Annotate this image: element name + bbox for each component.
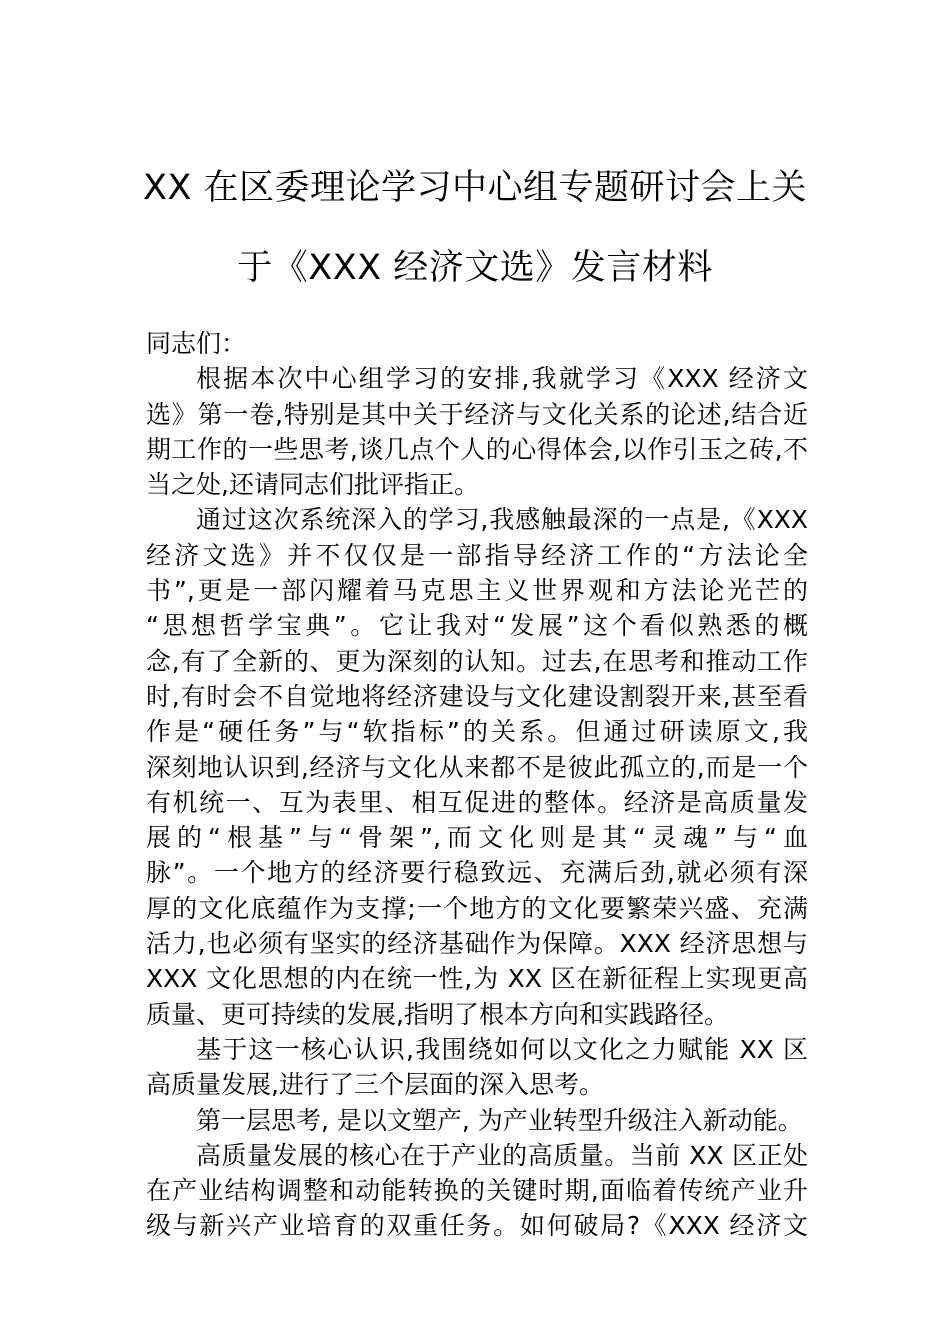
body-text-line: 深刻地认识到,经济与文化从来都不是彼此孤立的,而是一个 xyxy=(146,752,808,782)
body-text-line: 活力,也必须有坚实的经济基础作为保障。XXX 经济思想与 xyxy=(146,929,808,959)
body-text-line: 选》第一卷,特别是其中关于经济与文化关系的论述,结合近 xyxy=(146,399,808,429)
title-line-1: XX 在区委理论学习中心组专题研讨会上关 xyxy=(142,168,808,208)
body-text-line: 厚的文化底蕴作为支撑;一个地方的文化要繁荣兴盛、充满 xyxy=(146,893,808,923)
body-text-line: 念,有了全新的、更为深刻的认知。过去,在思考和推动工作 xyxy=(146,646,808,676)
body-text-line: 根据本次中心组学习的安排,我就学习《XXX 经济文 xyxy=(196,364,808,394)
body-text-line: 基于这一核心认识,我围绕如何以文化之力赋能 XX 区 xyxy=(196,1034,808,1064)
body-text-line: 当之处,还请同志们批评指正。 xyxy=(146,470,479,500)
body-text-line: 脉”。一个地方的经济要行稳致远、充满后劲,就必须有深 xyxy=(146,858,808,888)
body-text-line: “思想哲学宝典”。它让我对“发展”这个看似熟悉的概 xyxy=(146,611,808,641)
body-text-line: 高质量发展,进行了三个层面的深入思考。 xyxy=(146,1070,604,1100)
body-text-line: 级与新兴产业培育的双重任务。如何破局?《XXX 经济文 xyxy=(146,1211,808,1241)
body-text-line: 第一层思考, 是以文塑产, 为产业转型升级注入新动能。 xyxy=(196,1105,803,1135)
title-line-2: 于《XXX 经济文选》发言材料 xyxy=(237,248,713,288)
body-text-line: 有机统一、互为表里、相互促进的整体。经济是高质量发 xyxy=(146,787,808,817)
body-text-line: 在产业结构调整和动能转换的关键时期,面临着传统产业升 xyxy=(146,1176,808,1206)
body-text-line: 同志们： xyxy=(146,329,247,358)
body-text-line: 期工作的一些思考,谈几点个人的心得体会,以作引玉之砖,不 xyxy=(146,434,808,464)
body-text-line: 高质量发展的核心在于产业的高质量。当前 XX 区正处 xyxy=(196,1140,808,1170)
body-text-line: 质量、更可持续的发展,指明了根本方向和实践路径。 xyxy=(146,999,729,1029)
body-text-line: 通过这次系统深入的学习,我感触最深的一点是,《XXX xyxy=(196,505,808,535)
body-text-line: XXX 文化思想的内在统一性,为 XX 区在新征程上实现更高 xyxy=(146,964,808,994)
body-text-line: 经济文选》并不仅仅是一部指导经济工作的“方法论全 xyxy=(146,540,808,570)
body-text-line: 书”,更是一部闪耀着马克思主义世界观和方法论光芒的 xyxy=(146,576,808,606)
body-text-line: 展的“根基”与“骨架”,而文化则是其“灵魂”与“血 xyxy=(146,823,808,853)
document-body xyxy=(146,326,808,1244)
body-text-line: 时,有时会不自觉地将经济建设与文化建设割裂开来,甚至看 xyxy=(146,681,808,711)
body-text-line: 作是“硬任务”与“软指标”的关系。但通过研读原文,我 xyxy=(146,717,808,747)
document-title xyxy=(120,148,830,308)
